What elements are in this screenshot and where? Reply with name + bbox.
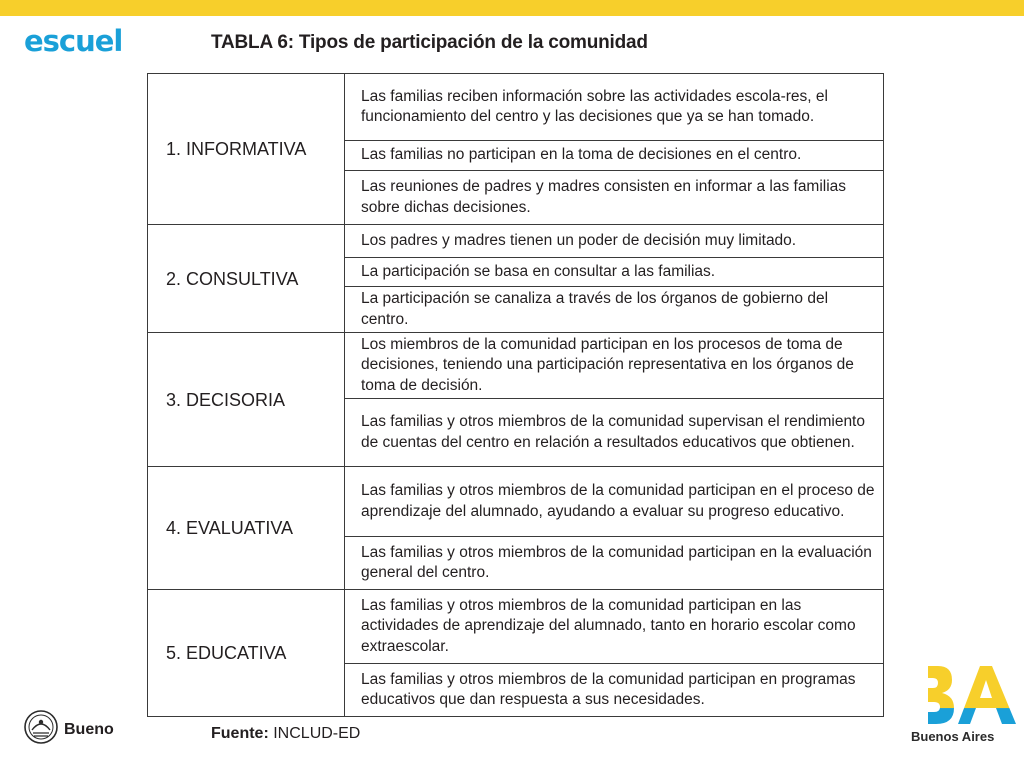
description-cell: La participación se basa en consultar a las familias.: [345, 258, 884, 287]
description-cell: Las familias y otros miembros de la comunidad participan en el proceso de aprendizaje del alumnado, ayudando a evaluar su progreso educativo.: [345, 467, 884, 537]
description-cell: Las reuniones de padres y madres consisten en informar a las familias sobre dichas decisiones.: [345, 171, 884, 225]
type-cell-evaluativa: 4. EVALUATIVA: [148, 467, 345, 590]
table-row: [148, 333, 884, 399]
table-row: [148, 225, 884, 258]
participation-types-table: [147, 73, 884, 717]
type-cell-consultiva: 2. CONSULTIVA: [148, 225, 345, 333]
type-cell-decisoria: 3. DECISORIA: [148, 333, 345, 467]
escuela-logo: escuel: [24, 24, 123, 58]
gov-logo-text-right: Buenos Aires: [911, 729, 995, 744]
source-value: INCLUD-ED: [273, 725, 361, 742]
description-cell: Las familias y otros miembros de la comunidad supervisan el rendimiento de cuentas del centro en relación a resultados educativos que obtienen.: [345, 399, 884, 467]
source-label: Fuente:: [211, 725, 269, 742]
description-cell: Los miembros de la comunidad participan en los procesos de toma de decisiones, teniendo una participación representativa en los órganos de toma de decisión.: [345, 333, 884, 399]
description-cell: Los padres y madres tienen un poder de decisión muy limitado.: [345, 225, 884, 258]
table-row: [148, 467, 884, 537]
table-row: [148, 74, 884, 141]
description-cell: Las familias no participan en la toma de decisiones en el centro.: [345, 141, 884, 171]
city-seal-icon: [24, 710, 58, 744]
table-row: [148, 590, 884, 664]
description-cell: Las familias y otros miembros de la comunidad participan en programas educativos que dan respuesta a sus necesidades.: [345, 664, 884, 717]
description-cell: Las familias reciben información sobre las actividades escola-res, el funcionamiento del centro y las decisiones que ya se han tomado.: [345, 74, 884, 141]
gov-logo-text-left: Bueno: [64, 721, 114, 738]
description-cell: Las familias y otros miembros de la comunidad participan en la evaluación general del centro.: [345, 537, 884, 590]
type-cell-informativa: 1. INFORMATIVA: [148, 74, 345, 225]
type-cell-educativa: 5. EDUCATIVA: [148, 590, 345, 717]
top-accent-bar: [0, 0, 1024, 16]
page-title: TABLA 6: Tipos de participación de la comunidad: [211, 32, 648, 53]
source-note: [211, 724, 360, 744]
description-cell: La participación se canaliza a través de los órganos de gobierno del centro.: [345, 287, 884, 333]
ba-logo-icon: [928, 662, 1024, 724]
description-cell: Las familias y otros miembros de la comunidad participan en las actividades de aprendizaje del alumnado, tanto en horario escolar como extraescolar.: [345, 590, 884, 664]
